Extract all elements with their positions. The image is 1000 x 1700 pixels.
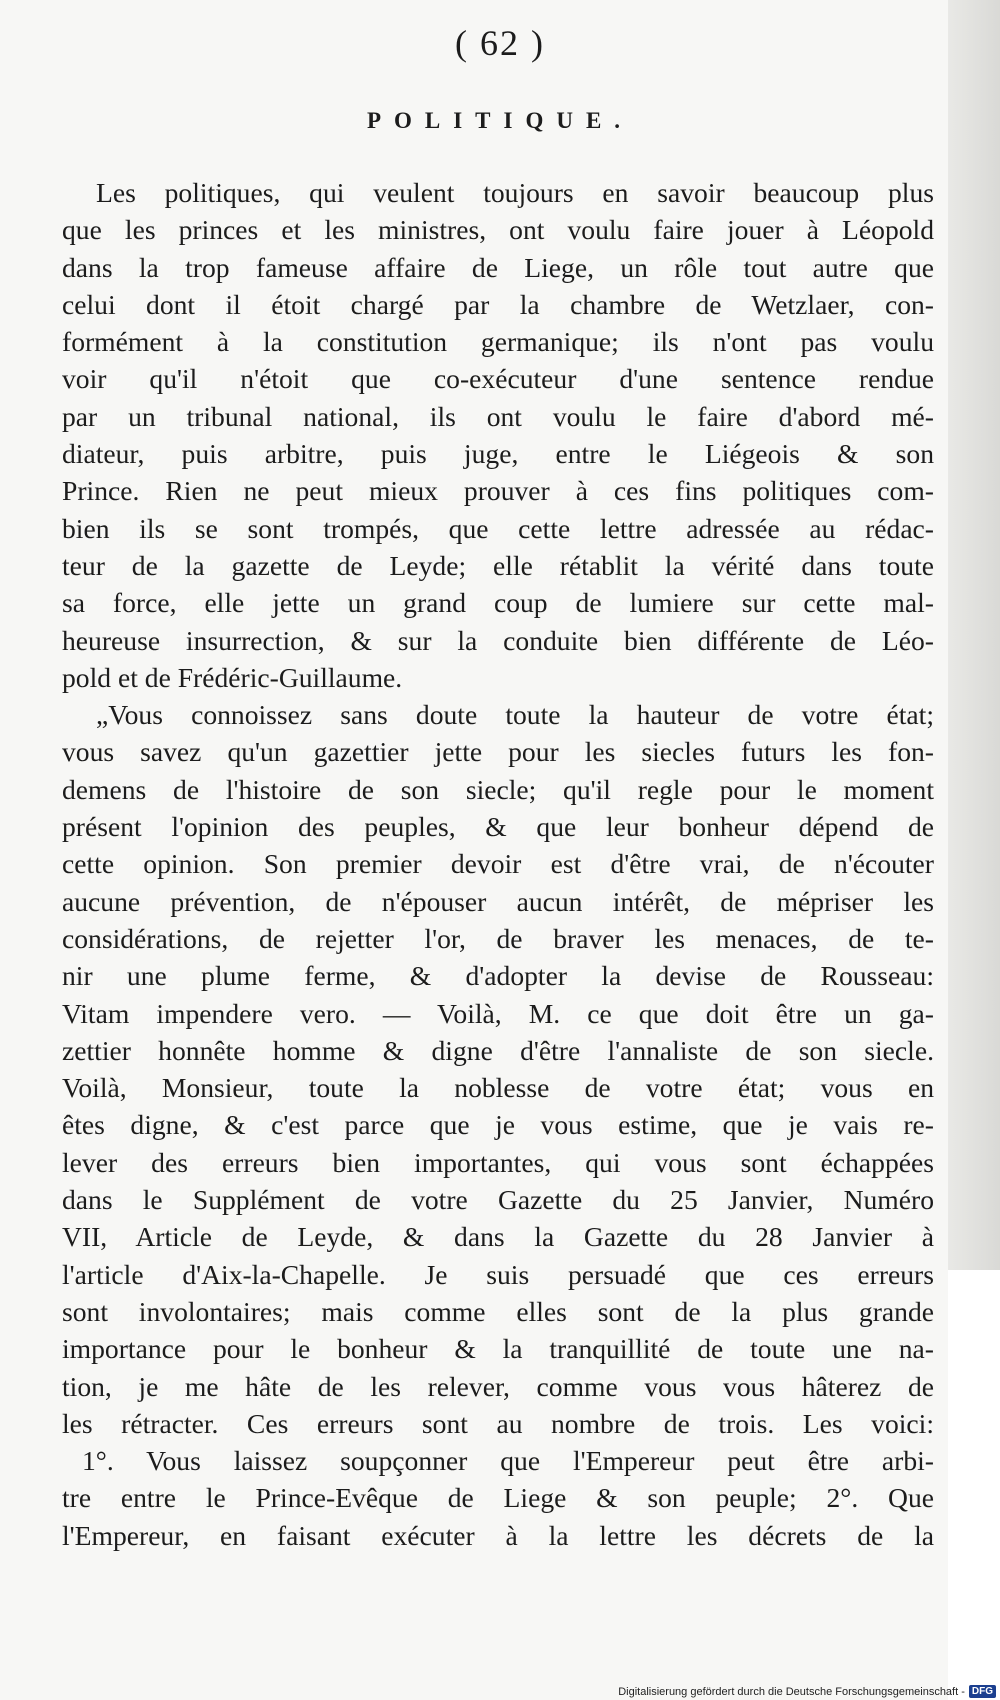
text-line: sa force, elle jette un grand coup de lumiere sur cette mal- <box>62 587 934 619</box>
text-line: VII, Article de Leyde, & dans la Gazette du 28 Janvier à <box>62 1221 934 1253</box>
text-line: importance pour le bonheur & la tranquillité de toute une na- <box>62 1333 934 1365</box>
text-line: voir qu'il n'étoit que co-exécuteur d'une sentence rendue <box>62 363 934 395</box>
text-line: par un tribunal national, ils ont voulu le faire d'abord mé- <box>62 400 934 432</box>
text-line: celui dont il étoit chargé par la chambre de Wetzlaer, con- <box>62 288 934 320</box>
text-line: l'Empereur, en faisant exécuter à la lettre les décrets de la <box>62 1519 934 1551</box>
text-line: Voilà, Monsieur, toute la noblesse de votre état; vous en <box>62 1072 934 1104</box>
text-line: présent l'opinion des peuples, & que leur bonheur dépend de <box>62 811 934 843</box>
text-line: demens de l'histoire de son siecle; qu'il regle pour le moment <box>62 773 934 805</box>
text-line: que les princes et les ministres, ont voulu faire jouer à Léopold <box>62 214 934 246</box>
text-line: zettier honnête homme & digne d'être l'annaliste de son siecle. <box>62 1034 934 1066</box>
text-line: nir une plume ferme, & d'adopter la devise de Rousseau: <box>62 960 934 992</box>
text-line: dans la trop fameuse affaire de Liege, un rôle tout autre que <box>62 251 934 283</box>
page-number: ( 62 ) <box>455 23 545 63</box>
text-line: vous savez qu'un gazettier jette pour les siecles futurs les fon- <box>62 736 934 768</box>
text-line: diateur, puis arbitre, puis juge, entre le Liégeois & son <box>62 438 934 470</box>
text-line: Vitam impendere vero. — Voilà, M. ce que doit être un ga- <box>62 997 934 1029</box>
text-line: 1°. Vous laissez soupçonner que l'Empereur peut être arbi- <box>82 1445 934 1477</box>
footer-text: Digitalisierung gefördert durch die Deutsche Forschungsgemeinschaft - <box>618 1685 965 1698</box>
text-line: aucune prévention, de n'épouser aucun intérêt, de mépriser les <box>62 885 934 917</box>
text-line: considérations, de rejetter l'or, de braver les menaces, de te- <box>62 922 934 954</box>
text-line: Les politiques, qui veulent toujours en savoir beaucoup plus <box>96 177 934 208</box>
digitization-footer <box>618 1685 996 1698</box>
text-line: dans le Supplément de votre Gazette du 25 Janvier, Numéro <box>62 1184 934 1216</box>
text-line: lever des erreurs bien importantes, qui vous sont échappées <box>62 1146 934 1178</box>
text-line: Prince. Rien ne peut mieux prouver à ces fins politiques com- <box>62 475 934 507</box>
text-line: les rétracter. Ces erreurs sont au nombre de trois. Les voici: <box>62 1407 934 1439</box>
dfg-logo: DFG <box>969 1685 996 1698</box>
body-text <box>62 174 934 1554</box>
text-line: teur de la gazette de Leyde; elle rétablit la vérité dans toute <box>62 549 934 581</box>
text-line: cette opinion. Son premier devoir est d'être vrai, de n'écouter <box>62 848 934 880</box>
text-line: heureuse insurrection, & sur la conduite bien différente de Léo- <box>62 624 934 656</box>
text-line: sont involontaires; mais comme elles sont de la plus grande <box>62 1295 934 1327</box>
text-line: tre entre le Prince-Evêque de Liege & son peuple; 2°. Que <box>62 1482 934 1514</box>
text-line: bien ils se sont trompés, que cette lettre adressée au rédac- <box>62 512 934 544</box>
text-line: l'article d'Aix-la-Chapelle. Je suis persuadé que ces erreurs <box>62 1258 934 1290</box>
text-line: pold et de Frédéric-Guillaume. <box>62 661 403 693</box>
text-line: êtes digne, & c'est parce que je vous estime, que je vais re- <box>62 1109 934 1141</box>
text-line: tion, je me hâte de les relever, comme vous vous hâterez de <box>62 1370 934 1402</box>
page-edge-shadow <box>948 0 1000 1270</box>
text-line: formément à la constitution germanique; ils n'ont pas voulu <box>62 326 934 358</box>
section-heading: POLITIQUE. <box>366 108 634 133</box>
text-line: „Vous connoissez sans doute toute la hauteur de votre état; <box>96 699 934 731</box>
